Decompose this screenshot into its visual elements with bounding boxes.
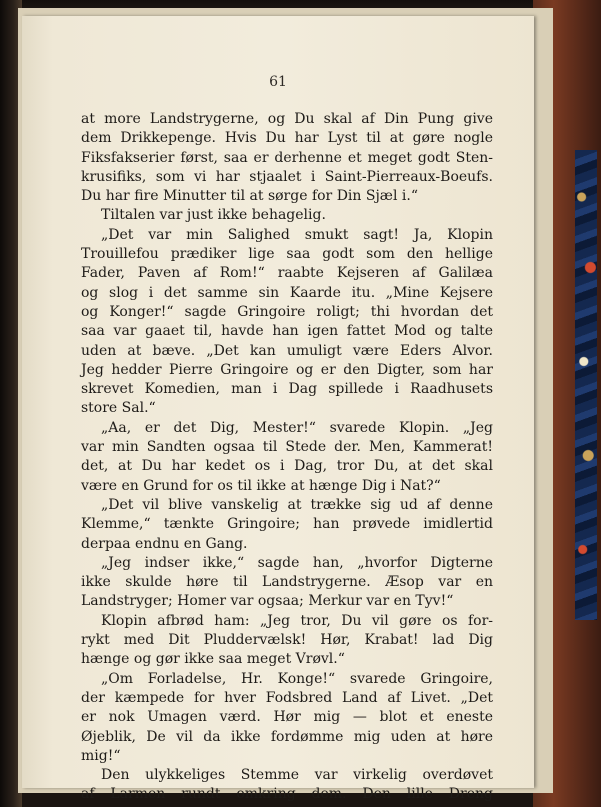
text-line: hænge og gør ikke saa meget Vrøvl.“ bbox=[81, 651, 345, 668]
text-line: Jeg hedder Pierre Gringoire og er den Digter, som har bbox=[81, 361, 493, 378]
text-line: af Larmen rundt omkring dem. Den lille Dreng bbox=[81, 786, 493, 803]
marbled-endpaper bbox=[575, 150, 597, 620]
text-line: der kæmpede for hver Fodsbred Land af Livet. „Det bbox=[81, 689, 493, 706]
text-line: Klemme,“ tænkte Gringoire; han prøvede imidlertid bbox=[81, 516, 493, 533]
text-line: Du har fire Minutter til at sørge for Din Sjæl i.“ bbox=[81, 188, 418, 205]
page-number: 61 bbox=[269, 74, 287, 90]
text-line: og slog i det samme sin Kaarde itu. „Mine Kejsere bbox=[81, 284, 493, 301]
text-line: være en Grund for os til ikke at hænge Dig i Nat?“ bbox=[81, 477, 441, 494]
text-line: „Jeg indser ikke,“ sagde han, „hvorfor Digterne bbox=[101, 554, 493, 571]
text-line: Øjeblik, De vil da ikke fordømme mig uden at høre bbox=[81, 728, 493, 745]
text-line: at more Landstrygerne, og Du skal af Din Pung give bbox=[81, 111, 493, 127]
text-line: ikke skulde høre til Landstrygerne. Æsop var en bbox=[81, 574, 493, 591]
text-line: „Om Forladelse, Hr. Konge!“ svarede Gringoire, bbox=[101, 670, 493, 687]
text-line: krusifiks, som vi har stjaalet i Saint-Pierreaux-Boeufs. bbox=[81, 168, 493, 185]
text-line: Den ulykkeliges Stemme var virkelig overdøvet bbox=[101, 767, 493, 784]
text-line: det, at Du har kedet os i Dag, tror Du, at det skal bbox=[81, 458, 493, 475]
text-line: saa var gaaet til, havde han igen fattet Mod og talte bbox=[81, 323, 493, 340]
text-line: og Konger!“ sagde Gringoire roligt; thi hvordan det bbox=[81, 303, 493, 320]
text-line: store Sal.“ bbox=[81, 400, 156, 417]
text-line: Trouillefou prædiker lige saa godt som den hellige bbox=[81, 246, 493, 263]
book-page bbox=[22, 16, 534, 803]
text-line: Landstryger; Homer var ogsaa; Merkur var en Tyv!“ bbox=[81, 593, 454, 610]
text-line: „Det var min Salighed smukt sagt! Ja, Klopin bbox=[101, 226, 493, 243]
text-line: Fiksfakserier først, saa er derhenne et meget godt Sten- bbox=[81, 149, 493, 166]
text-line: „Det vil blive vanskelig at trække sig ud af denne bbox=[101, 496, 493, 513]
text-line: dem Drikkepenge. Hvis Du har Lyst til at gøre nogle bbox=[81, 130, 493, 147]
text-line: „Aa, er det Dig, Mester!“ svarede Klopin. „Jeg bbox=[101, 419, 493, 436]
text-line: er nok Umagen værd. Hør mig — blot et eneste bbox=[81, 709, 493, 726]
text-line: mig!“ bbox=[81, 747, 121, 764]
text-line: derpaa endnu en Gang. bbox=[81, 535, 248, 552]
text-line: var min Sandten ogsaa til Stede der. Men, Kammerat! bbox=[81, 439, 493, 456]
text-line: Tiltalen var just ikke behagelig. bbox=[101, 207, 326, 224]
text-line: skrevet Komedien, man i Dag spillede i Raadhusets bbox=[81, 381, 493, 398]
text-line: Klopin afbrød ham: „Jeg tror, Du vil gøre os for- bbox=[101, 612, 493, 629]
text-line: Fader, Paven af Rom!“ raabte Kejseren af Galilæa bbox=[81, 265, 493, 282]
body-text bbox=[81, 110, 493, 805]
text-line: rykt med Dit Pluddervælsk! Hør, Krabat! lad Dig bbox=[81, 632, 493, 649]
text-line: uden at bæve. „Det kan umuligt være Eders Alvor. bbox=[81, 342, 493, 359]
